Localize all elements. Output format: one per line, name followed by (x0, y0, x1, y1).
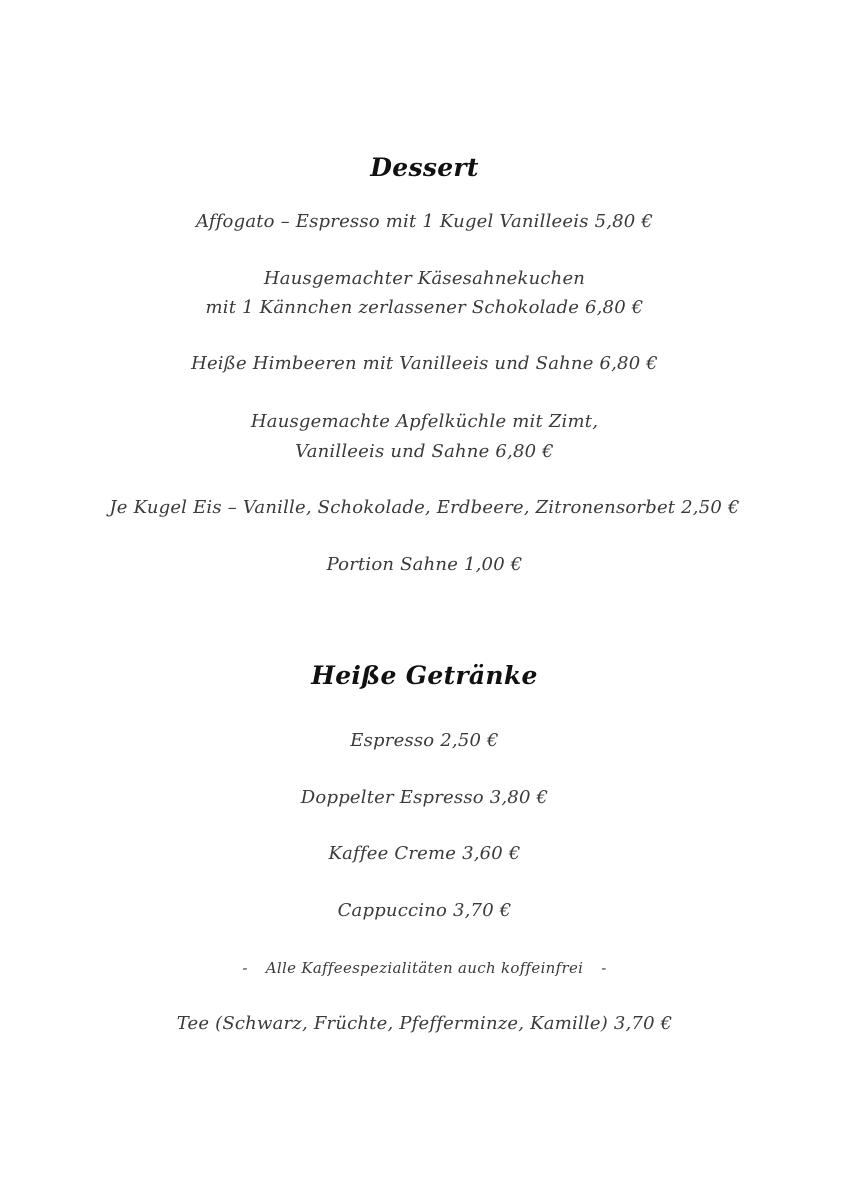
dessert-item-kugel-eis: Je Kugel Eis – Vanille, Schokolade, Erdbeere, Zitronensorbet 2,50 € (109, 497, 740, 518)
dessert-item-kaesesahnekuchen-line-2: mit 1 Kännchen zerlassener Schokolade 6,80 € (205, 297, 644, 318)
dessert-item-portion-sahne: Portion Sahne 1,00 € (326, 554, 523, 575)
dessert-item-himbeeren: Heiße Himbeeren mit Vanilleeis und Sahne 6,80 € (191, 353, 658, 374)
note-text: Alle Kaffeespezialitäten auch koffeinfrei (265, 959, 584, 977)
dessert-item-affogato: Affogato – Espresso mit 1 Kugel Vanilleeis 5,80 € (195, 211, 654, 232)
note-dash-left: - (242, 959, 248, 977)
hot-drink-cappuccino: Cappuccino 3,70 € (337, 900, 512, 921)
note-dash-right: - (601, 959, 607, 977)
dessert-item-kaesesahnekuchen-line-1: Hausgemachter Käsesahnekuchen (263, 268, 586, 289)
hot-drinks-heading: Heiße Getränke (311, 661, 538, 690)
decaf-note (0, 957, 849, 979)
hot-drink-kaffee-creme: Kaffee Creme 3,60 € (328, 843, 521, 864)
hot-drink-espresso: Espresso 2,50 € (350, 730, 499, 751)
hot-drink-tee: Tee (Schwarz, Früchte, Pfefferminze, Kamille) 3,70 € (176, 1013, 673, 1034)
dessert-item-apfelkuechle-line-1: Hausgemachte Apfelküchle mit Zimt, (250, 411, 599, 432)
dessert-item-apfelkuechle-line-2: Vanilleeis und Sahne 6,80 € (295, 441, 554, 462)
hot-drink-doppelter-espresso: Doppelter Espresso 3,80 € (300, 787, 549, 808)
dessert-heading: Dessert (370, 153, 479, 182)
